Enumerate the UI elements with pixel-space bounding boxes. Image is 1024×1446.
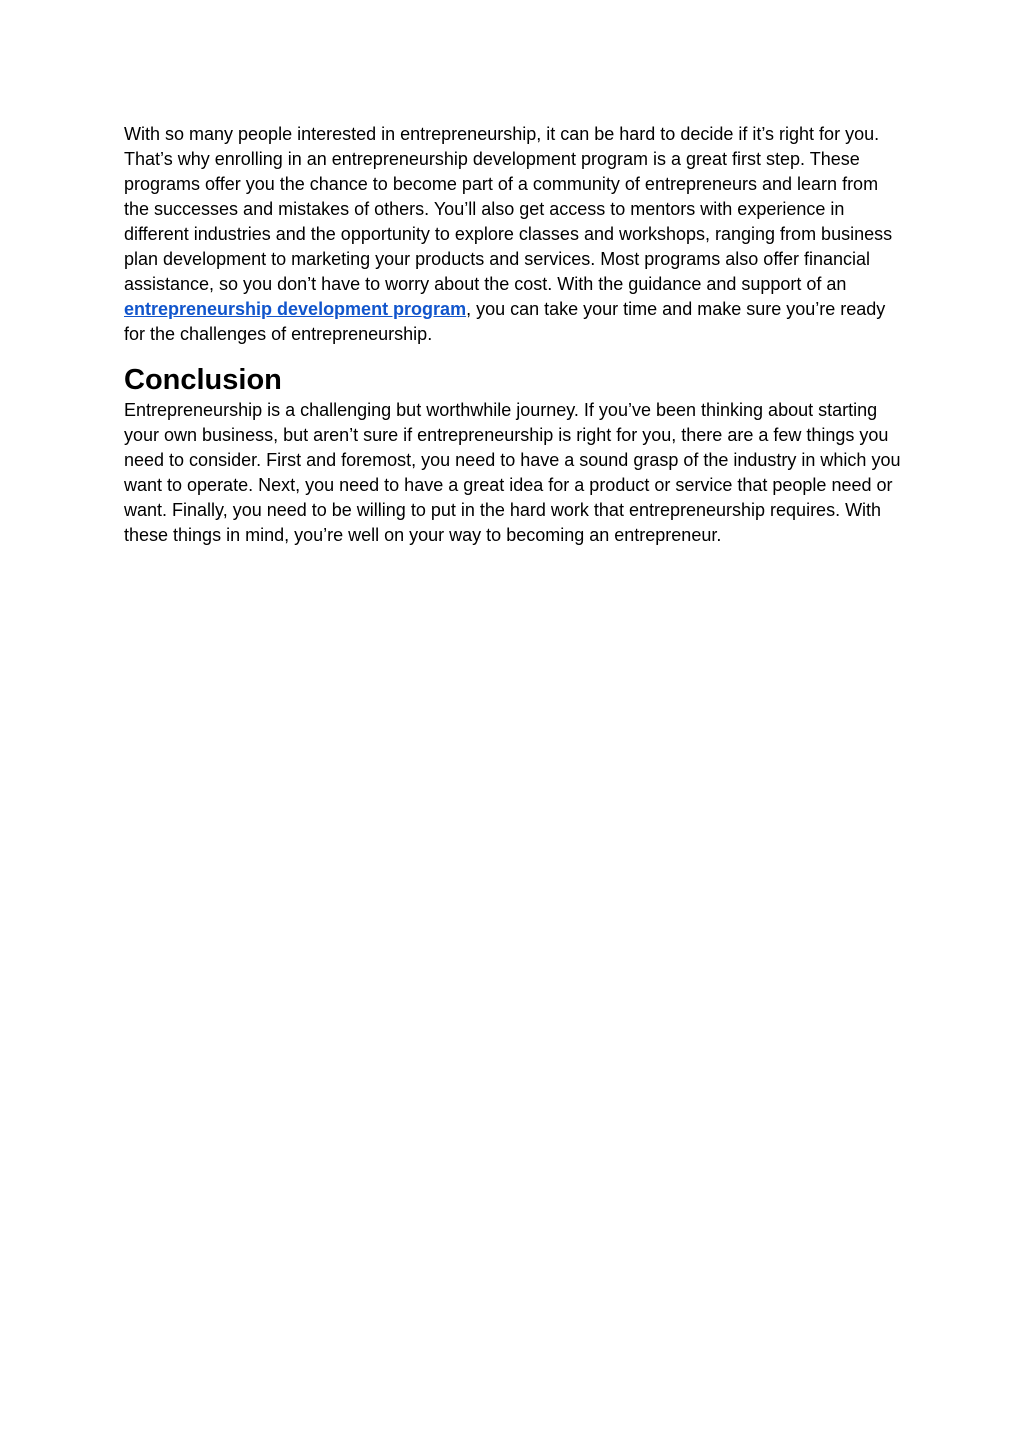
conclusion-paragraph: Entrepreneurship is a challenging but worthwhile journey. If you’ve been thinking about starting your own business, but aren’t sure if entrepreneurship is right for you, there are a few things you need to consider. First and foremost, you need to have a sound grasp of the industry in which you want to operate. Next, you need to have a great idea for a product or service that people need or want. Finally, you need to be willing to put in the hard work that entrepreneurship requires. With these things in mind, you’re well on your way to becoming an entrepreneur.: [124, 400, 901, 545]
entrepreneurship-program-link[interactable]: entrepreneurship development program: [124, 299, 467, 319]
document-page: [124, 122, 904, 548]
intro-paragraph: [124, 122, 904, 347]
intro-text-before-link: With so many people interested in entrepreneurship, it can be hard to decide if it’s right for you. That’s why enrolling in an entrepreneurship development program is a great first step. These programs offer you the chance to become part of a community of entrepreneurs and learn from the successes and mistakes of others. You’ll also get access to mentors with experience in different industries and the opportunity to explore classes and workshops, ranging from business plan development to marketing your products and services. Most programs also offer financial assistance, so you don’t have to worry about the cost. With the guidance and support of an: [124, 124, 893, 294]
intro-text-after-link: , you can take your time and make sure you’re ready for the challenges of entrepreneurship.: [124, 299, 886, 344]
conclusion-heading: Conclusion: [124, 364, 282, 396]
